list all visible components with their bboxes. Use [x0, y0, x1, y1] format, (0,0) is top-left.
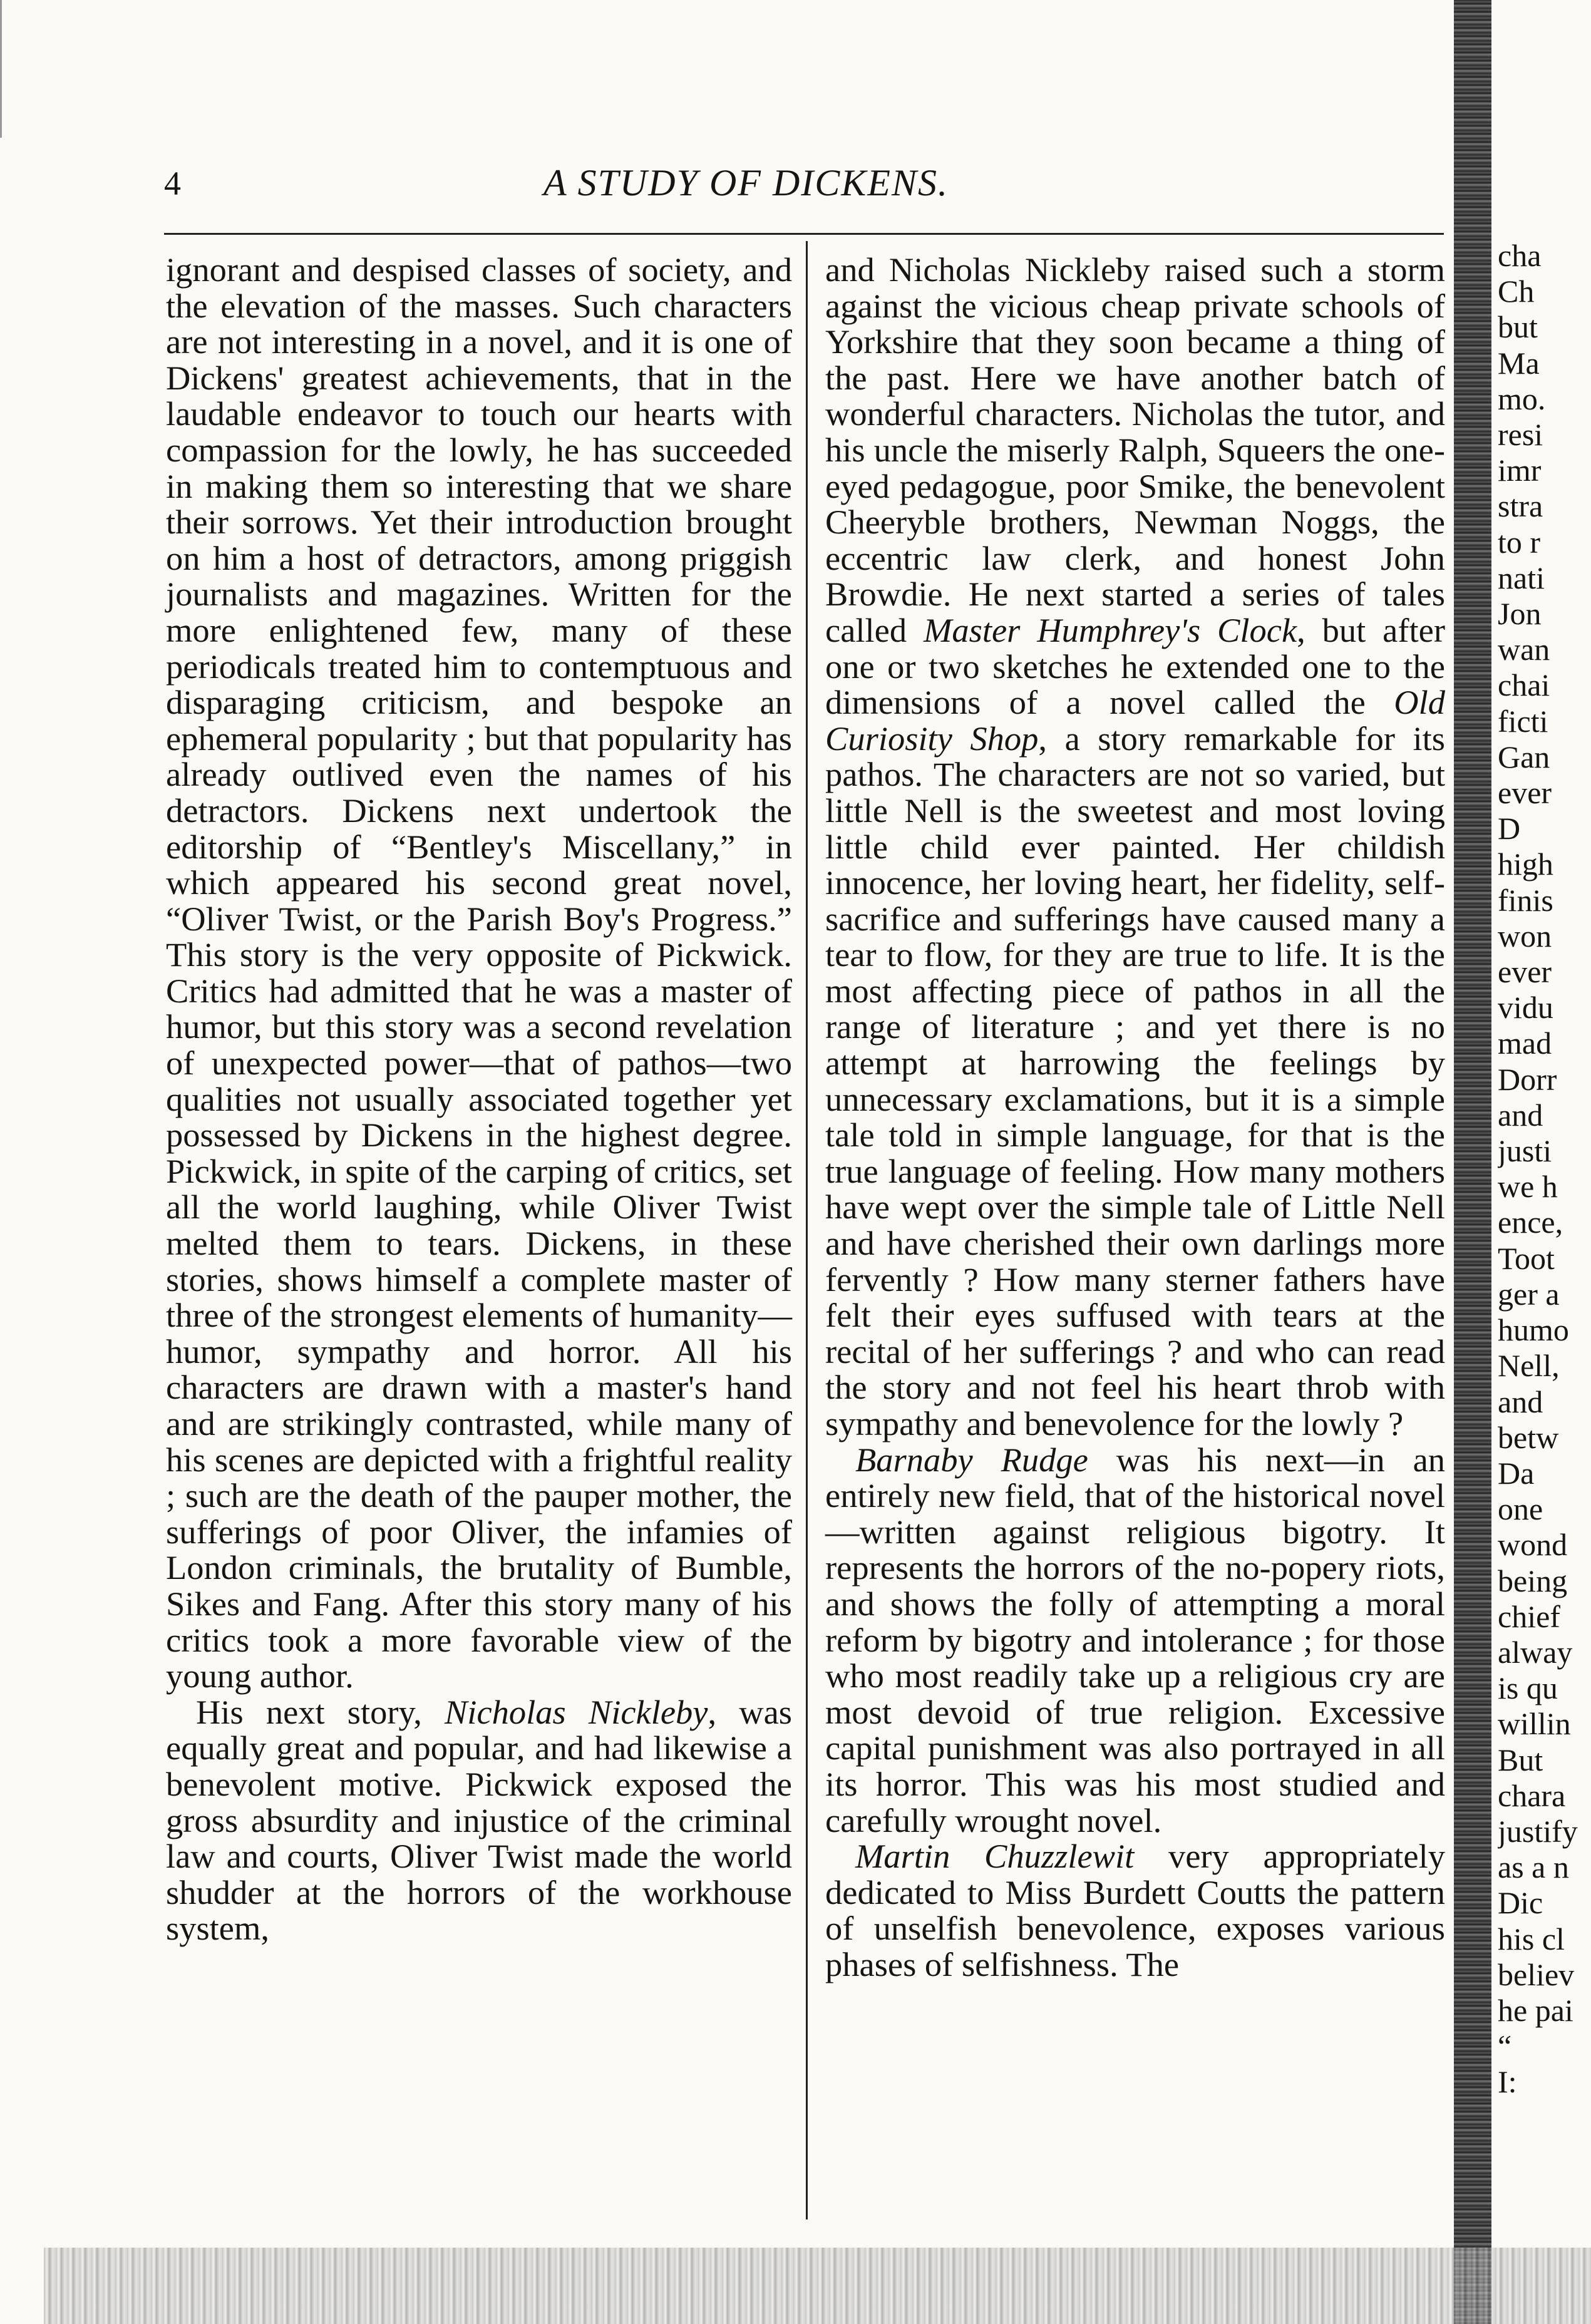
fragment-line: his cl: [1498, 1921, 1565, 1956]
fragment-line: to r: [1498, 524, 1541, 560]
fragment-line: alway: [1498, 1634, 1573, 1670]
fragment-line: ever: [1498, 775, 1552, 811]
fragment-line: mo.: [1498, 381, 1546, 416]
fragment-line: we h: [1498, 1169, 1558, 1205]
fragment-line: nati: [1498, 560, 1545, 595]
fragment-line: Da: [1498, 1455, 1535, 1491]
book-title: Old Curiosity Shop: [825, 683, 1445, 758]
fragment-line: chara: [1498, 1777, 1566, 1813]
fragment-line: Gan: [1498, 739, 1550, 774]
fragment-line: justify: [1498, 1813, 1578, 1849]
fragment-line: and: [1498, 1384, 1543, 1419]
fragment-line: being: [1498, 1563, 1568, 1598]
paragraph-text: and Nicholas Nickleby raised such a storm against the vicious cheap private schools of Yorkshire that they soon became a thing of the past. Here we have another batch of wonderful characters. Nicholas the tutor, and his uncle the miserly Ralph, Squeers the one-eyed pedagogue, poor Smike, the benevolent Cheeryble brothers, Newman Noggs, the eccentric law clerk, and honest John Browdie. He next started a series of tales called: [825, 250, 1445, 649]
fragment-line: But: [1498, 1742, 1543, 1777]
fragment-line: wond: [1498, 1527, 1568, 1563]
paragraph: [825, 1442, 1445, 1839]
fragment-line: Dic: [1498, 1885, 1543, 1921]
fragment-line: ence,: [1498, 1205, 1563, 1240]
scan-edge-marks: [0, 0, 7, 138]
fragment-line: wan: [1498, 632, 1550, 667]
fragment-line: stra: [1498, 488, 1543, 524]
paragraph: [166, 1694, 792, 1946]
fragment-line: betw: [1498, 1419, 1559, 1455]
binding-gutter: [1454, 0, 1491, 2324]
fragment-line: high: [1498, 846, 1553, 882]
paragraph-text: , but after one or two sketches he extended one to the dimensions of a novel called the: [825, 610, 1445, 722]
book-title: Nicholas Nickleby: [444, 1692, 708, 1731]
fragment-line: but: [1498, 309, 1538, 345]
fragment-line: and: [1498, 1097, 1543, 1133]
fragment-line: Dorr: [1498, 1061, 1557, 1097]
book-title: Martin Chuzzlewit: [855, 1837, 1135, 1876]
fragment-line: ger a: [1498, 1276, 1560, 1312]
running-head: A STUDY OF DICKENS.: [543, 162, 949, 203]
fragment-line: willin: [1498, 1706, 1571, 1742]
left-column: [166, 252, 792, 1946]
adjacent-page-fragments: [1498, 238, 1591, 2100]
fragment-line: one: [1498, 1491, 1543, 1527]
fragment-line: is qu: [1498, 1670, 1558, 1706]
fragment-line: ficti: [1498, 703, 1548, 739]
book-title: Master Humphrey's Clock: [923, 610, 1297, 649]
paragraph-text: , was equally great and popular, and had likewise a benevolent motive. Pickwick exposed the gross absurdity and injustice of the criminal law and courts, Oliver Twist made the world shudder at the horrors of the workhouse system,: [166, 1692, 792, 1948]
fragment-line: as a n: [1498, 1849, 1569, 1885]
paragraph-text: , a story remarkable for its pathos. The characters are not so varied, but little Nell is the sweetest and most loving little child ever painted. Her childish innocence, her loving heart, her fidelity, self-sacrifice and sufferings have caused many a tear to flow, for they are true to life. It is the most affecting piece of pathos in all the range of literature ; and yet there is no attempt at harrowing the feelings by unnecessary exclamations, but it is a simple tale told in simple language, for that is the true language of feeling. How many mothers have wept over the simple tale of Little Nell and have cherished their own darlings more fervently ? How many sterner fathers have felt their eyes suffused with tears at the recital of her sufferings ? and who can read the story and not feel his heart throb with sympathy and benevolence for the lowly ?: [825, 719, 1445, 1442]
paragraph: [825, 252, 1445, 1442]
right-column: [825, 252, 1445, 1983]
column-rule: [806, 241, 808, 2219]
paragraph-text: ignorant and despised classes of society, and the elevation of the masses. Such characters are not interesting in a novel, and it is one of Dickens' greatest achievements, that in the laudable endeavor to touch our hearts with compassion for the lowly, he has succeeded in making them so interesting that we share their sorrows. Yet their introduction brought on him a host of detractors, among priggish journalists and magazines. Written for the more enlightened few, many of these periodicals treated him to contemptuous and disparaging criticism, and bespoke an ephemeral popularity ; but that popularity has already outlived even the names of his detractors. Dickens next undertook the editorship of “Bentley's Miscellany,” in which appeared his second great novel, “Oliver Twist, or the Parish Boy's Progress.” This story is the very opposite of Pickwick. Critics had admitted that he was a master of humor, but this story was a second revelation of unexpected power—that of pathos—two qualities not usually associated together yet possessed by Dickens in the highest degree. Pickwick, in spite of the carping of critics, set all the world laughing, while Oliver Twist melted them to tears. Dickens, in these stories, shows himself a complete master of three of the strongest elements of humanity—humor, sympathy and horror. All his characters are drawn with a master's hand and are strikingly contrasted, while many of his scenes are depicted with a frightful reality ; such are the death of the pauper mother, the sufferings of poor Oliver, the infamies of London criminals, the brutality of Bumble, Sikes and Fang. After this story many of his critics took a more favorable view of the young author.: [166, 250, 792, 1695]
fragment-line: mad: [1498, 1026, 1552, 1061]
fragment-line: humo: [1498, 1312, 1569, 1348]
paragraph: [166, 252, 792, 1694]
fragment-line: chief: [1498, 1598, 1560, 1634]
fragment-line: resi: [1498, 417, 1543, 453]
fragment-line: imr: [1498, 453, 1542, 488]
scan-noise-strip: [44, 2248, 1591, 2324]
paragraph-text: was his next—in an entirely new field, that of the historical novel—written against religious bigotry. It represents the horrors of the no-popery riots, and shows the folly of attempting a moral reform by bigotry and intolerance ; for those who most readily take up a religious cry are most devoid of true religion. Excessive capital punishment was also portrayed in all its horror. This was his most studied and carefully wrought novel.: [825, 1440, 1446, 1839]
fragment-line: justi: [1498, 1133, 1552, 1169]
book-title: Barnaby Rudge: [855, 1440, 1088, 1479]
fragment-line: Ma: [1498, 345, 1540, 381]
fragment-line: Ch: [1498, 274, 1535, 309]
fragment-line: vidu: [1498, 990, 1553, 1026]
fragment-line: ever: [1498, 954, 1552, 990]
paragraph-text: very appropriately dedicated to Miss Burdett Coutts the pattern of unselfish benevolence, exposes various phases of selfishness. The: [825, 1837, 1445, 1983]
page-number: 4: [164, 165, 181, 202]
fragment-line: “: [1498, 2028, 1512, 2064]
fragment-line: I:: [1498, 2064, 1517, 2100]
fragment-line: he pai: [1498, 1992, 1573, 2028]
header-rule: [164, 233, 1444, 235]
fragment-line: D: [1498, 811, 1521, 846]
fragment-line: believ: [1498, 1956, 1575, 1992]
fragment-line: chai: [1498, 667, 1550, 703]
paragraph-text: His next story,: [196, 1692, 445, 1731]
fragment-line: Toot: [1498, 1240, 1555, 1276]
fragment-line: won: [1498, 918, 1552, 954]
fragment-line: Nell,: [1498, 1348, 1560, 1384]
fragment-line: Jon: [1498, 596, 1542, 632]
fragment-line: cha: [1498, 238, 1542, 273]
fragment-line: finis: [1498, 882, 1553, 918]
paragraph: [825, 1838, 1445, 1982]
